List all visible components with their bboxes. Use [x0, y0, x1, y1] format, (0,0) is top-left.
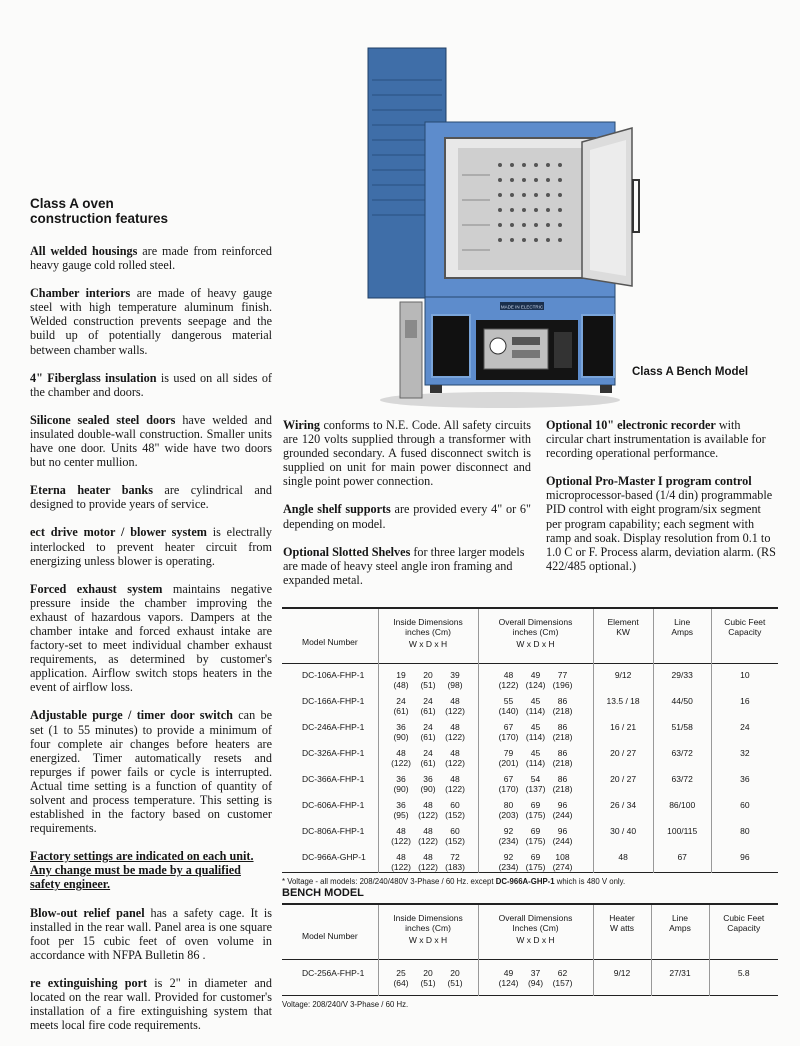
- bench-heater-cell: 9/12: [593, 960, 651, 996]
- cubic-capacity-cell: 10: [711, 664, 778, 691]
- bench-voltage-note: Voltage: 208/240/V 3-Phase / 60 Hz.: [282, 1000, 409, 1009]
- element-kw-cell: 26 / 34: [593, 794, 653, 820]
- badge-text: MADE IN ELECTRIC: [500, 304, 544, 310]
- overall-dims-cell: 67 54 86(170) (137) (218): [478, 768, 593, 794]
- inside-dims-cell: 36 24 48(90) (61) (122): [378, 716, 478, 742]
- model-number-cell: DC-366A-FHP-1: [302, 774, 365, 784]
- paragraph-wiring: Wiring conforms to N.E. Code. All safety circuits are 120 volts supplied through a transformer with grounded secondary. A fused disconnect switch is supplied on unit for main power disconnect and single point power connection.: [283, 418, 531, 489]
- cubic-capacity-cell: 60: [711, 794, 778, 820]
- left-column: [30, 196, 272, 1046]
- bench-model-cell: DC-256A-FHP-1: [302, 968, 365, 978]
- table-row: [282, 690, 778, 716]
- line-amps-cell: 86/100: [653, 794, 711, 820]
- table-row: [282, 820, 778, 846]
- paragraph-insulation: 4" Fiberglass insulation is used on all sides of the chamber and doors.: [30, 370, 272, 399]
- paragraph-doors: Silicone sealed steel doors have welded and insulated double-wall construction. Smaller units have one door. Units 48" wide have two doors but no center mullion.: [30, 412, 272, 470]
- table-row: [282, 846, 778, 873]
- element-kw-cell: 16 / 21: [593, 716, 653, 742]
- model-number-cell: DC-966A-GHP-1: [302, 852, 366, 862]
- inside-dims-cell: 48 48 60(122) (122) (152): [378, 820, 478, 846]
- bench-table-row: [282, 960, 778, 996]
- table-row: [282, 716, 778, 742]
- line-amps-cell: 63/72: [653, 768, 711, 794]
- bench-header-inside: Inside Dimensions inches (Cm) W x D x H: [378, 904, 478, 960]
- paragraph-housings: All welded housings are made from reinforced heavy gauge cold rolled steel.: [30, 244, 272, 273]
- paragraph-extinguishing: re extinguishing port is 2" in diameter and located on the rear wall. Provided for customer's installation of a fire extinguishing system that meets local fire code requirements.: [30, 975, 272, 1033]
- model-number-cell: DC-246A-FHP-1: [302, 722, 365, 732]
- safety-warning: Factory settings are indicated on each unit. Any change must be made by a qualified safety engineer.: [30, 849, 254, 892]
- element-kw-cell: 9/12: [593, 664, 653, 691]
- middle-column: [283, 418, 531, 601]
- paragraph-slotted-shelves: Optional Slotted Shelves for three larger models are made of heavy steel angle iron framing and expanded metal.: [283, 544, 525, 587]
- paragraph-recorder: Optional 10" electronic recorder with circular chart instrumentation is available for recording operational performance.: [546, 418, 766, 461]
- element-kw-cell: 30 / 40: [593, 820, 653, 846]
- table-row: [282, 794, 778, 820]
- inside-dims-cell: 19 20 39(48) (51) (98): [378, 664, 478, 691]
- paragraph-shelf-supports: Angle shelf supports are provided every 4" or 6" depending on model.: [283, 502, 531, 531]
- table-row: [282, 742, 778, 768]
- overall-dims-cell: 67 45 86(170) (114) (218): [478, 716, 593, 742]
- element-kw-cell: 20 / 27: [593, 742, 653, 768]
- models-table-body: [282, 664, 778, 873]
- line-amps-cell: 67: [653, 846, 711, 873]
- title-line-1: Class A oven: [30, 196, 114, 211]
- overall-dims-cell: 55 45 86(140) (114) (218): [478, 690, 593, 716]
- bench-amps-cell: 27/31: [651, 960, 709, 996]
- header-element: Element KW: [593, 608, 653, 664]
- line-amps-cell: 100/115: [653, 820, 711, 846]
- element-kw-cell: 13.5 / 18: [593, 690, 653, 716]
- model-number-cell: DC-806A-FHP-1: [302, 826, 365, 836]
- line-amps-cell: 44/50: [653, 690, 711, 716]
- paragraph-exhaust: Forced exhaust system maintains negative pressure inside the chamber improving the exhaust of hazardous vapors. Dampers at the chamber intake and forced exhaust intake are factory-set to meet individual chamber exhaust requirements, as determined by customer's application. Airflow switch stops heaters in the event of airflow loss.: [30, 581, 272, 695]
- bench-header-model: Model Number: [302, 931, 358, 941]
- models-table: [282, 607, 778, 886]
- inside-dims-cell: 36 48 60(95) (122) (152): [378, 794, 478, 820]
- paragraph-heaters: Eterna heater banks are cylindrical and designed to provide years of service.: [30, 483, 272, 512]
- bench-header-cubic: Cubic Feet Capacity: [709, 904, 778, 960]
- bench-inside-cell: 25 20 20 (64) (51) (51): [378, 960, 478, 996]
- paragraph-blower: ect drive motor / blower system is electrally interlocked to prevent heater circuit from energizing unless blower is operating.: [30, 525, 272, 568]
- paragraph-purge: Adjustable purge / timer door switch can be set (1 to 55 minutes) to provide a minimum of four complete air changes before heaters are energized. Timer automatically resets and repurges if power fails or cycle is interrupted. Actual time setting is a function of quantity of solvent and process temperature. This setting is established in the factory based on customer requirements.: [30, 708, 272, 836]
- inside-dims-cell: 24 24 48(61) (61) (122): [378, 690, 478, 716]
- element-kw-cell: 48: [593, 846, 653, 873]
- inside-dims-cell: 48 24 48(122) (61) (122): [378, 742, 478, 768]
- overall-dims-cell: 80 69 96(203) (175) (244): [478, 794, 593, 820]
- paragraph-relief-panel: Blow-out relief panel has a safety cage. It is installed in the rear wall. Panel area is one square foot per 15 cubic feet of oven volume in accordance with NFPA Bulletin 86 .: [30, 905, 272, 962]
- title-line-2: construction features: [30, 211, 169, 226]
- header-model: Model Number: [302, 637, 358, 647]
- paragraph-pro-master: Optional Pro-Master I program control microprocessor-based (1/4 din) programmable PID control with eight program/six segment per program capability; each segment with ramp and soak. Display resolution from 0.1 to 1.0 C or F. Process alarm, deviation alarm. (RS 422/485 optional.): [546, 474, 776, 573]
- line-amps-cell: 63/72: [653, 742, 711, 768]
- header-overall: Overall Dimensions inches (Cm) W x D x H: [478, 608, 593, 664]
- header-line-amps: Line Amps: [653, 608, 711, 664]
- paragraph-chamber: Chamber interiors are made of heavy gauge steel with high temperature aluminum finish. Welded construction prevents seepage and the build up of potentially dangerous material between chamber walls.: [30, 286, 272, 357]
- overall-dims-cell: 79 45 86(201) (114) (218): [478, 742, 593, 768]
- cubic-capacity-cell: 96: [711, 846, 778, 873]
- overall-dims-cell: 92 69 108(234) (175) (274): [478, 846, 593, 873]
- cubic-capacity-cell: 36: [711, 768, 778, 794]
- overall-dims-cell: 48 49 77(122) (124) (196): [478, 664, 593, 691]
- header-inside: Inside Dimensions inches (Cm) W x D x H: [378, 608, 478, 664]
- cubic-capacity-cell: 16: [711, 690, 778, 716]
- bench-cubic-cell: 5.8: [709, 960, 778, 996]
- bench-table: [282, 903, 778, 1009]
- element-kw-cell: 20 / 27: [593, 768, 653, 794]
- oven-photo: [350, 40, 650, 410]
- section-title: [30, 196, 272, 226]
- photo-caption: Class A Bench Model: [632, 366, 749, 378]
- bench-header-overall: Overall Dimensions Inches (Cm) W x D x H: [478, 904, 593, 960]
- inside-dims-cell: 48 48 72(122) (122) (183): [378, 846, 478, 873]
- bench-header-line-amps: Line Amps: [651, 904, 709, 960]
- cubic-capacity-cell: 24: [711, 716, 778, 742]
- bench-model-title: BENCH MODEL: [282, 887, 364, 899]
- bench-header-heater: Heater W atts: [593, 904, 651, 960]
- model-number-cell: DC-166A-FHP-1: [302, 696, 365, 706]
- line-amps-cell: 29/33: [653, 664, 711, 691]
- model-number-cell: DC-606A-FHP-1: [302, 800, 365, 810]
- right-column: [546, 418, 776, 587]
- model-number-cell: DC-326A-FHP-1: [302, 748, 365, 758]
- cubic-capacity-cell: 32: [711, 742, 778, 768]
- voltage-note: * Voltage - all models: 208/240/480V 3-Phase / 60 Hz. except DC-966A-GHP-1 which is 480 V only.: [282, 877, 626, 886]
- table-row: [282, 768, 778, 794]
- model-number-cell: DC-106A-FHP-1: [302, 670, 365, 680]
- overall-dims-cell: 92 69 96(234) (175) (244): [478, 820, 593, 846]
- cubic-capacity-cell: 80: [711, 820, 778, 846]
- header-cubic: Cubic Feet Capacity: [711, 608, 778, 664]
- line-amps-cell: 51/58: [653, 716, 711, 742]
- bench-overall-cell: 49 37 62 (124) (94) (157): [478, 960, 593, 996]
- table-row: [282, 664, 778, 691]
- inside-dims-cell: 36 36 48(90) (90) (122): [378, 768, 478, 794]
